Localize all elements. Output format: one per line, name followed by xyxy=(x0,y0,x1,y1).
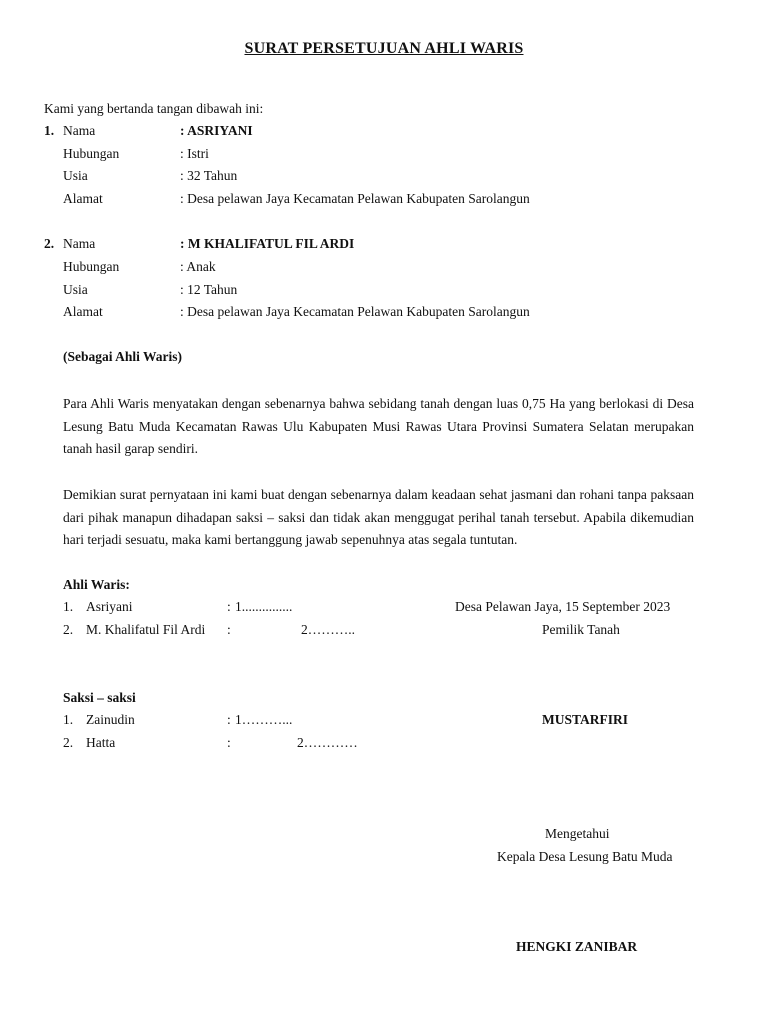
witness-name: Zainudin xyxy=(86,712,135,727)
intro-text: Kami yang bertanda tangan dibawah ini: xyxy=(44,101,264,116)
heir-2-address-label: Alamat xyxy=(63,304,103,319)
heirs-sign-colon: : xyxy=(227,622,231,637)
heir-2-address-value: : Desa pelawan Jaya Kecamatan Pelawan Kabupaten Sarolangun xyxy=(180,304,530,319)
heir-2-relation-value: : Anak xyxy=(180,259,216,274)
heirs-sign-colon: : xyxy=(227,599,231,614)
village-head-name: HENGKI ZANIBAR xyxy=(516,939,638,954)
heir-1-address-value: : Desa pelawan Jaya Kecamatan Pelawan Kabupaten Sarolangun xyxy=(180,191,530,206)
witness-colon: : xyxy=(227,735,231,750)
heir-2-age-value: : 12 Tahun xyxy=(180,282,238,297)
heirs-sign-line: 1............... xyxy=(235,599,293,614)
document-title: SURAT PERSETUJUAN AHLI WARIS xyxy=(244,40,524,57)
heir-1-name-label: Nama xyxy=(63,123,96,138)
heir-1-relation-label: Hubungan xyxy=(63,146,120,161)
witness-line: 1………... xyxy=(235,712,293,727)
witness-num: 2. xyxy=(63,735,74,750)
heirs-sign-name: M. Khalifatul Fil Ardi xyxy=(86,622,206,637)
heir-1-relation-value: : Istri xyxy=(180,146,209,161)
witnesses-heading: Saksi – saksi xyxy=(63,690,136,705)
witness-line: 2………… xyxy=(297,735,358,750)
heirs-sign-heading: Ahli Waris: xyxy=(63,577,130,592)
role-note: (Sebagai Ahli Waris) xyxy=(63,349,183,364)
village-head-title: Kepala Desa Lesung Batu Muda xyxy=(497,849,673,864)
heir-2-name-label: Nama xyxy=(63,236,96,251)
heir-1-age-label: Usia xyxy=(63,168,88,183)
heir-1-number: 1. xyxy=(44,123,55,138)
heir-2-name-value: : M KHALIFATUL FIL ARDI xyxy=(180,236,355,251)
witness-colon: : xyxy=(227,712,231,727)
heirs-sign-line: 2……….. xyxy=(301,622,355,637)
heir-2-relation-label: Hubungan xyxy=(63,259,120,274)
owner-name: MUSTARFIRI xyxy=(542,712,629,727)
heir-1-address-label: Alamat xyxy=(63,191,103,206)
place-date: Desa Pelawan Jaya, 15 September 2023 xyxy=(455,599,671,614)
owner-label: Pemilik Tanah xyxy=(542,622,620,637)
heirs-sign-name: Asriyani xyxy=(86,599,133,614)
heir-1-name-value: : ASRIYANI xyxy=(180,123,253,138)
heirs-sign-num: 1. xyxy=(63,599,74,614)
heir-1-age-value: : 32 Tahun xyxy=(180,168,238,183)
declaration-paragraph: Demikian surat pernyataan ini kami buat dengan sebenarnya dalam keadaan sehat jasmani dan rohani tanpa paksaan dari pihak manapun dihadapan saksi – saksi dan tidak akan menggugat perihal tanah tersebut. Apabila dikemudian hari terjadi sesuatu, maka kami bertanggung jawab sepenuhnya atas segala tuntutan. xyxy=(63,487,694,547)
heirs-sign-num: 2. xyxy=(63,622,74,637)
heir-2-number: 2. xyxy=(44,236,55,251)
heir-2-age-label: Usia xyxy=(63,282,88,297)
statement-paragraph: Para Ahli Waris menyatakan dengan sebenarnya bahwa sebidang tanah dengan luas 0,75 Ha yang berlokasi di Desa Lesung Batu Muda Kecamatan Rawas Ulu Kabupaten Musi Rawas Utara Provinsi Sumatera Selatan merupakan tanah hasil garap sendiri. xyxy=(63,396,694,456)
witness-num: 1. xyxy=(63,712,74,727)
acknowledge-label: Mengetahui xyxy=(545,826,610,841)
witness-name: Hatta xyxy=(86,735,116,750)
